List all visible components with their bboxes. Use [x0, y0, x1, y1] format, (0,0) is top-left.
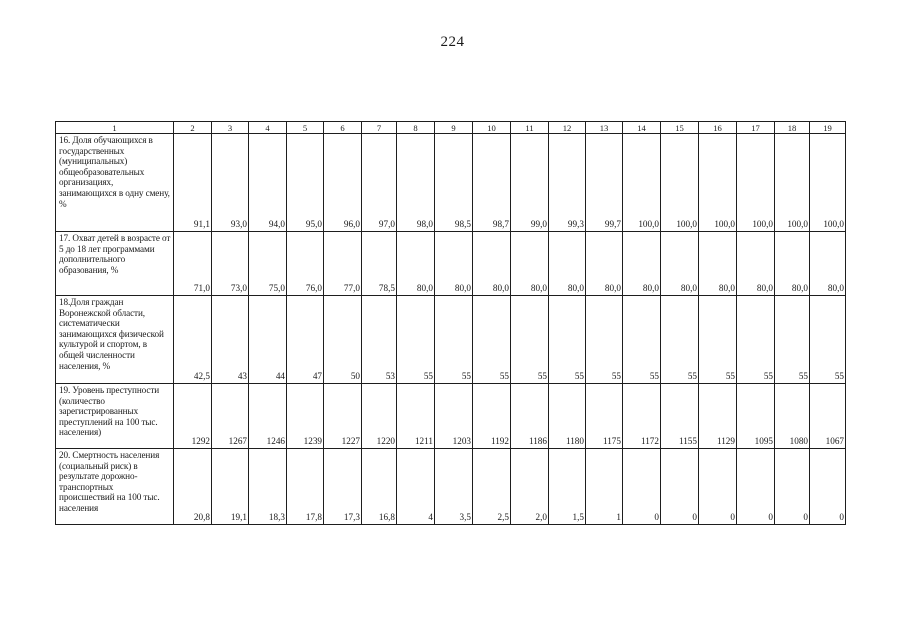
table-cell: 98,0 [397, 134, 435, 232]
column-header: 19 [810, 122, 846, 134]
column-header: 9 [435, 122, 473, 134]
table-cell: 95,0 [287, 134, 324, 232]
column-header: 16 [699, 122, 737, 134]
table-cell: 1095 [737, 384, 775, 449]
table-cell: 1 [586, 449, 623, 525]
table-cell: 1067 [810, 384, 846, 449]
table-cell: 1186 [511, 384, 549, 449]
table-cell: 77,0 [324, 232, 362, 296]
table-cell: 80,0 [549, 232, 586, 296]
table-row [56, 384, 846, 449]
table-cell: 91,1 [174, 134, 212, 232]
table-cell: 1192 [473, 384, 511, 449]
table-cell: 78,5 [362, 232, 397, 296]
table-cell: 71,0 [174, 232, 212, 296]
table-cell: 1267 [212, 384, 249, 449]
table-cell: 55 [737, 296, 775, 384]
table-cell: 100,0 [623, 134, 661, 232]
table-cell: 55 [810, 296, 846, 384]
table-cell: 0 [737, 449, 775, 525]
table-cell: 97,0 [362, 134, 397, 232]
table-cell: 76,0 [287, 232, 324, 296]
table-cell: 55 [473, 296, 511, 384]
table-cell: 75,0 [249, 232, 287, 296]
column-header: 2 [174, 122, 212, 134]
table-cell: 1246 [249, 384, 287, 449]
column-header: 5 [287, 122, 324, 134]
table-cell: 53 [362, 296, 397, 384]
table-cell: 55 [586, 296, 623, 384]
table-cell: 1175 [586, 384, 623, 449]
table-cell: 98,7 [473, 134, 511, 232]
table-cell: 100,0 [699, 134, 737, 232]
table-cell: 80,0 [810, 232, 846, 296]
table-cell: 99,7 [586, 134, 623, 232]
table-cell: 0 [623, 449, 661, 525]
column-header: 10 [473, 122, 511, 134]
table-cell: 1,5 [549, 449, 586, 525]
table-cell: 80,0 [473, 232, 511, 296]
table-cell: 0 [775, 449, 810, 525]
table-cell: 2,0 [511, 449, 549, 525]
table-header-row [56, 122, 846, 134]
table-cell: 99,3 [549, 134, 586, 232]
table-cell: 94,0 [249, 134, 287, 232]
table-cell: 55 [775, 296, 810, 384]
table-row [56, 232, 846, 296]
table-cell: 80,0 [586, 232, 623, 296]
table-cell: 73,0 [212, 232, 249, 296]
indicator-label: 17. Охват детей в возрасте от 5 до 18 лет программами дополнительного образования, % [56, 232, 174, 296]
table-cell: 100,0 [775, 134, 810, 232]
column-header: 4 [249, 122, 287, 134]
table-cell: 44 [249, 296, 287, 384]
table-cell: 0 [810, 449, 846, 525]
table-cell: 2,5 [473, 449, 511, 525]
table-cell: 16,8 [362, 449, 397, 525]
column-header: 7 [362, 122, 397, 134]
table-cell: 17,8 [287, 449, 324, 525]
column-header: 17 [737, 122, 775, 134]
table-cell: 50 [324, 296, 362, 384]
table-cell: 98,5 [435, 134, 473, 232]
table-cell: 55 [699, 296, 737, 384]
table-cell: 1172 [623, 384, 661, 449]
column-header: 14 [623, 122, 661, 134]
table-cell: 1239 [287, 384, 324, 449]
column-header: 18 [775, 122, 810, 134]
table-cell: 80,0 [511, 232, 549, 296]
table-cell: 19,1 [212, 449, 249, 525]
table-cell: 55 [397, 296, 435, 384]
column-header: 11 [511, 122, 549, 134]
table-cell: 3,5 [435, 449, 473, 525]
column-header: 3 [212, 122, 249, 134]
column-header: 12 [549, 122, 586, 134]
column-header: 15 [661, 122, 699, 134]
table-cell: 100,0 [737, 134, 775, 232]
table-cell: 55 [549, 296, 586, 384]
table-cell: 55 [623, 296, 661, 384]
table-cell: 80,0 [775, 232, 810, 296]
table-cell: 1180 [549, 384, 586, 449]
indicator-label: 16. Доля обучающихся в государственных (муниципальных) общеобразовательных организациях, занимающихся в одну смену, % [56, 134, 174, 232]
table-cell: 1203 [435, 384, 473, 449]
table-row [56, 296, 846, 384]
table-cell: 80,0 [623, 232, 661, 296]
table-cell: 80,0 [737, 232, 775, 296]
indicator-label: 20. Смертность населения (социальный риск) в результате дорожно-транспортных происшествий на 100 тыс. населения [56, 449, 174, 525]
indicator-label: 19. Уровень преступности (количество зарегистрированных преступлений на 100 тыс. населения) [56, 384, 174, 449]
table-cell: 1129 [699, 384, 737, 449]
table-row [56, 134, 846, 232]
indicators-table [55, 121, 846, 525]
column-header: 6 [324, 122, 362, 134]
table-cell: 1080 [775, 384, 810, 449]
table-cell: 55 [661, 296, 699, 384]
table-cell: 43 [212, 296, 249, 384]
table-cell: 55 [435, 296, 473, 384]
table-cell: 0 [661, 449, 699, 525]
column-header: 13 [586, 122, 623, 134]
table-cell: 17,3 [324, 449, 362, 525]
table-cell: 47 [287, 296, 324, 384]
table-cell: 0 [699, 449, 737, 525]
table-cell: 20,8 [174, 449, 212, 525]
table-row [56, 449, 846, 525]
column-header: 8 [397, 122, 435, 134]
table-cell: 96,0 [324, 134, 362, 232]
table-cell: 80,0 [397, 232, 435, 296]
table-cell: 4 [397, 449, 435, 525]
table-cell: 93,0 [212, 134, 249, 232]
column-header: 1 [56, 122, 174, 134]
indicator-label: 18.Доля граждан Воронежской области, систематически занимающихся физической культурой и спортом, в общей численности населения, % [56, 296, 174, 384]
table-cell: 18,3 [249, 449, 287, 525]
table-cell: 80,0 [699, 232, 737, 296]
table-cell: 1227 [324, 384, 362, 449]
table-cell: 80,0 [435, 232, 473, 296]
table-cell: 100,0 [810, 134, 846, 232]
table-cell: 42,5 [174, 296, 212, 384]
table-cell: 99,0 [511, 134, 549, 232]
table-cell: 80,0 [661, 232, 699, 296]
table-cell: 100,0 [661, 134, 699, 232]
page-number: 224 [440, 34, 465, 50]
table-cell: 1211 [397, 384, 435, 449]
table-cell: 1292 [174, 384, 212, 449]
table-cell: 1155 [661, 384, 699, 449]
table-cell: 55 [511, 296, 549, 384]
table-cell: 1220 [362, 384, 397, 449]
